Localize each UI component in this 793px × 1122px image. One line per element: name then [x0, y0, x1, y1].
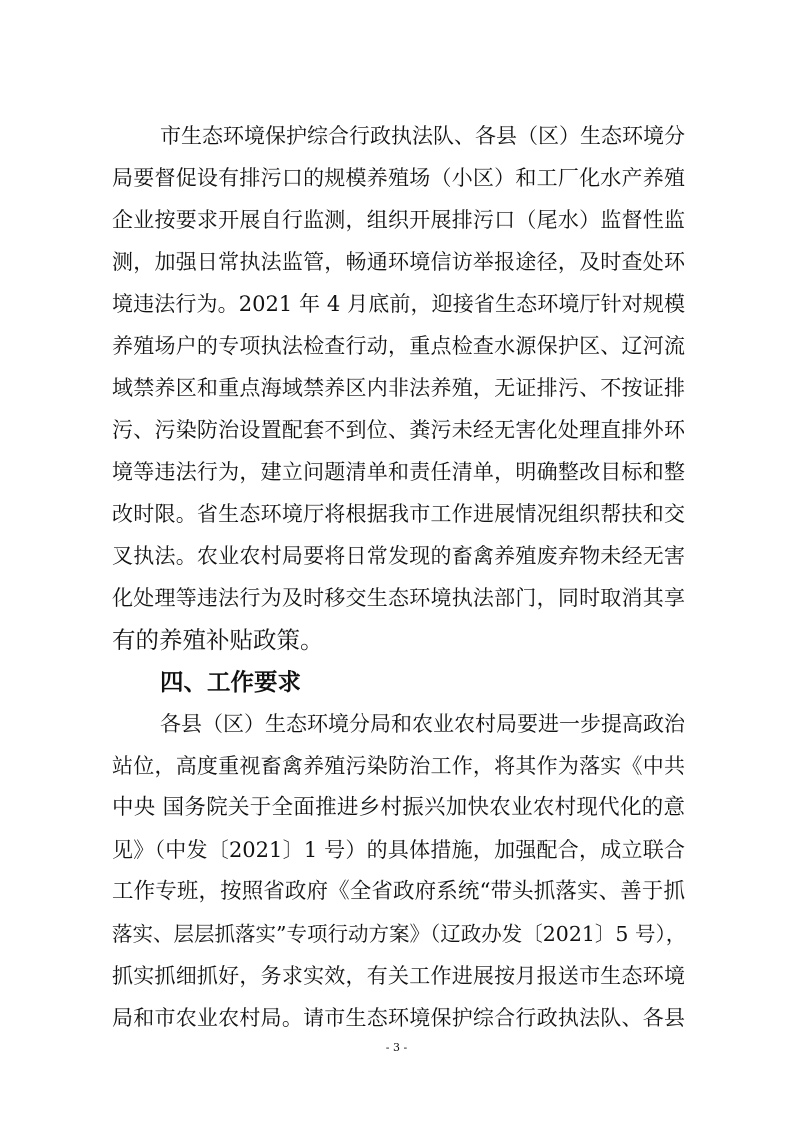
text-line: 中央 国务院关于全面推进乡村振兴加快农业农村现代化的意 [112, 795, 685, 820]
text-line: 境违法行为。2021 年 4 月底前，迎接省生态环境厅针对规模 [112, 292, 685, 316]
text-line: 有的养殖补贴政策。 [112, 626, 324, 654]
text-line: 境等违法行为，建立问题清单和责任清单，明确整改目标和整 [112, 460, 685, 484]
text-line: 局和市农业农村局。请市生态环境保护综合行政执法队、各县 [112, 1006, 685, 1030]
text-line: 抓实抓细抓好，务求实效，有关工作进展按月报送市生态环境 [112, 964, 685, 988]
text-line: 落实、层层抓落实”专项行动方案》（辽政办发〔2021〕5 号）， [112, 922, 687, 946]
text-line: 污、污染防治设置配套不到位、粪污未经无害化处理直排外环 [112, 418, 685, 442]
text-line: 各县（区）生态环境分局和农业农村局要进一步提高政治 [160, 712, 685, 736]
text-line: 叉执法。农业农村局要将日常发现的畜禽养殖废弃物未经无害 [112, 544, 685, 568]
text-line: 企业按要求开展自行监测，组织开展排污口（尾水）监督性监 [112, 208, 685, 232]
text-line: 测，加强日常执法监管，畅通环境信访举报途径，及时查处环 [112, 250, 685, 274]
text-line: 局要督促设有排污口的规模养殖场（小区）和工厂化水产养殖 [112, 166, 685, 190]
section-heading: 四、工作要求 [160, 668, 301, 696]
text-line: 域禁养区和重点海域禁养区内非法养殖，无证排污、不按证排 [112, 376, 685, 400]
text-line: 工作专班，按照省政府《全省政府系统“带头抓落实、善于抓 [112, 879, 685, 904]
text-line: 站位，高度重视畜禽养殖污染防治工作，将其作为落实《中共 [112, 754, 685, 778]
text-line: 养殖场户的专项执法检查行动，重点检查水源保护区、辽河流 [112, 334, 685, 358]
page-number: - 3 - [385, 1041, 408, 1054]
text-line: 市生态环境保护综合行政执法队、各县（区）生态环境分 [160, 124, 685, 148]
text-line: 见》（中发〔2021〕1 号）的具体措施，加强配合，成立联合 [112, 838, 685, 862]
text-line: 改时限。省生态环境厅将根据我市工作进展情况组织帮扶和交 [112, 502, 685, 526]
text-line: 化处理等违法行为及时移交生态环境执法部门，同时取消其享 [112, 586, 685, 610]
